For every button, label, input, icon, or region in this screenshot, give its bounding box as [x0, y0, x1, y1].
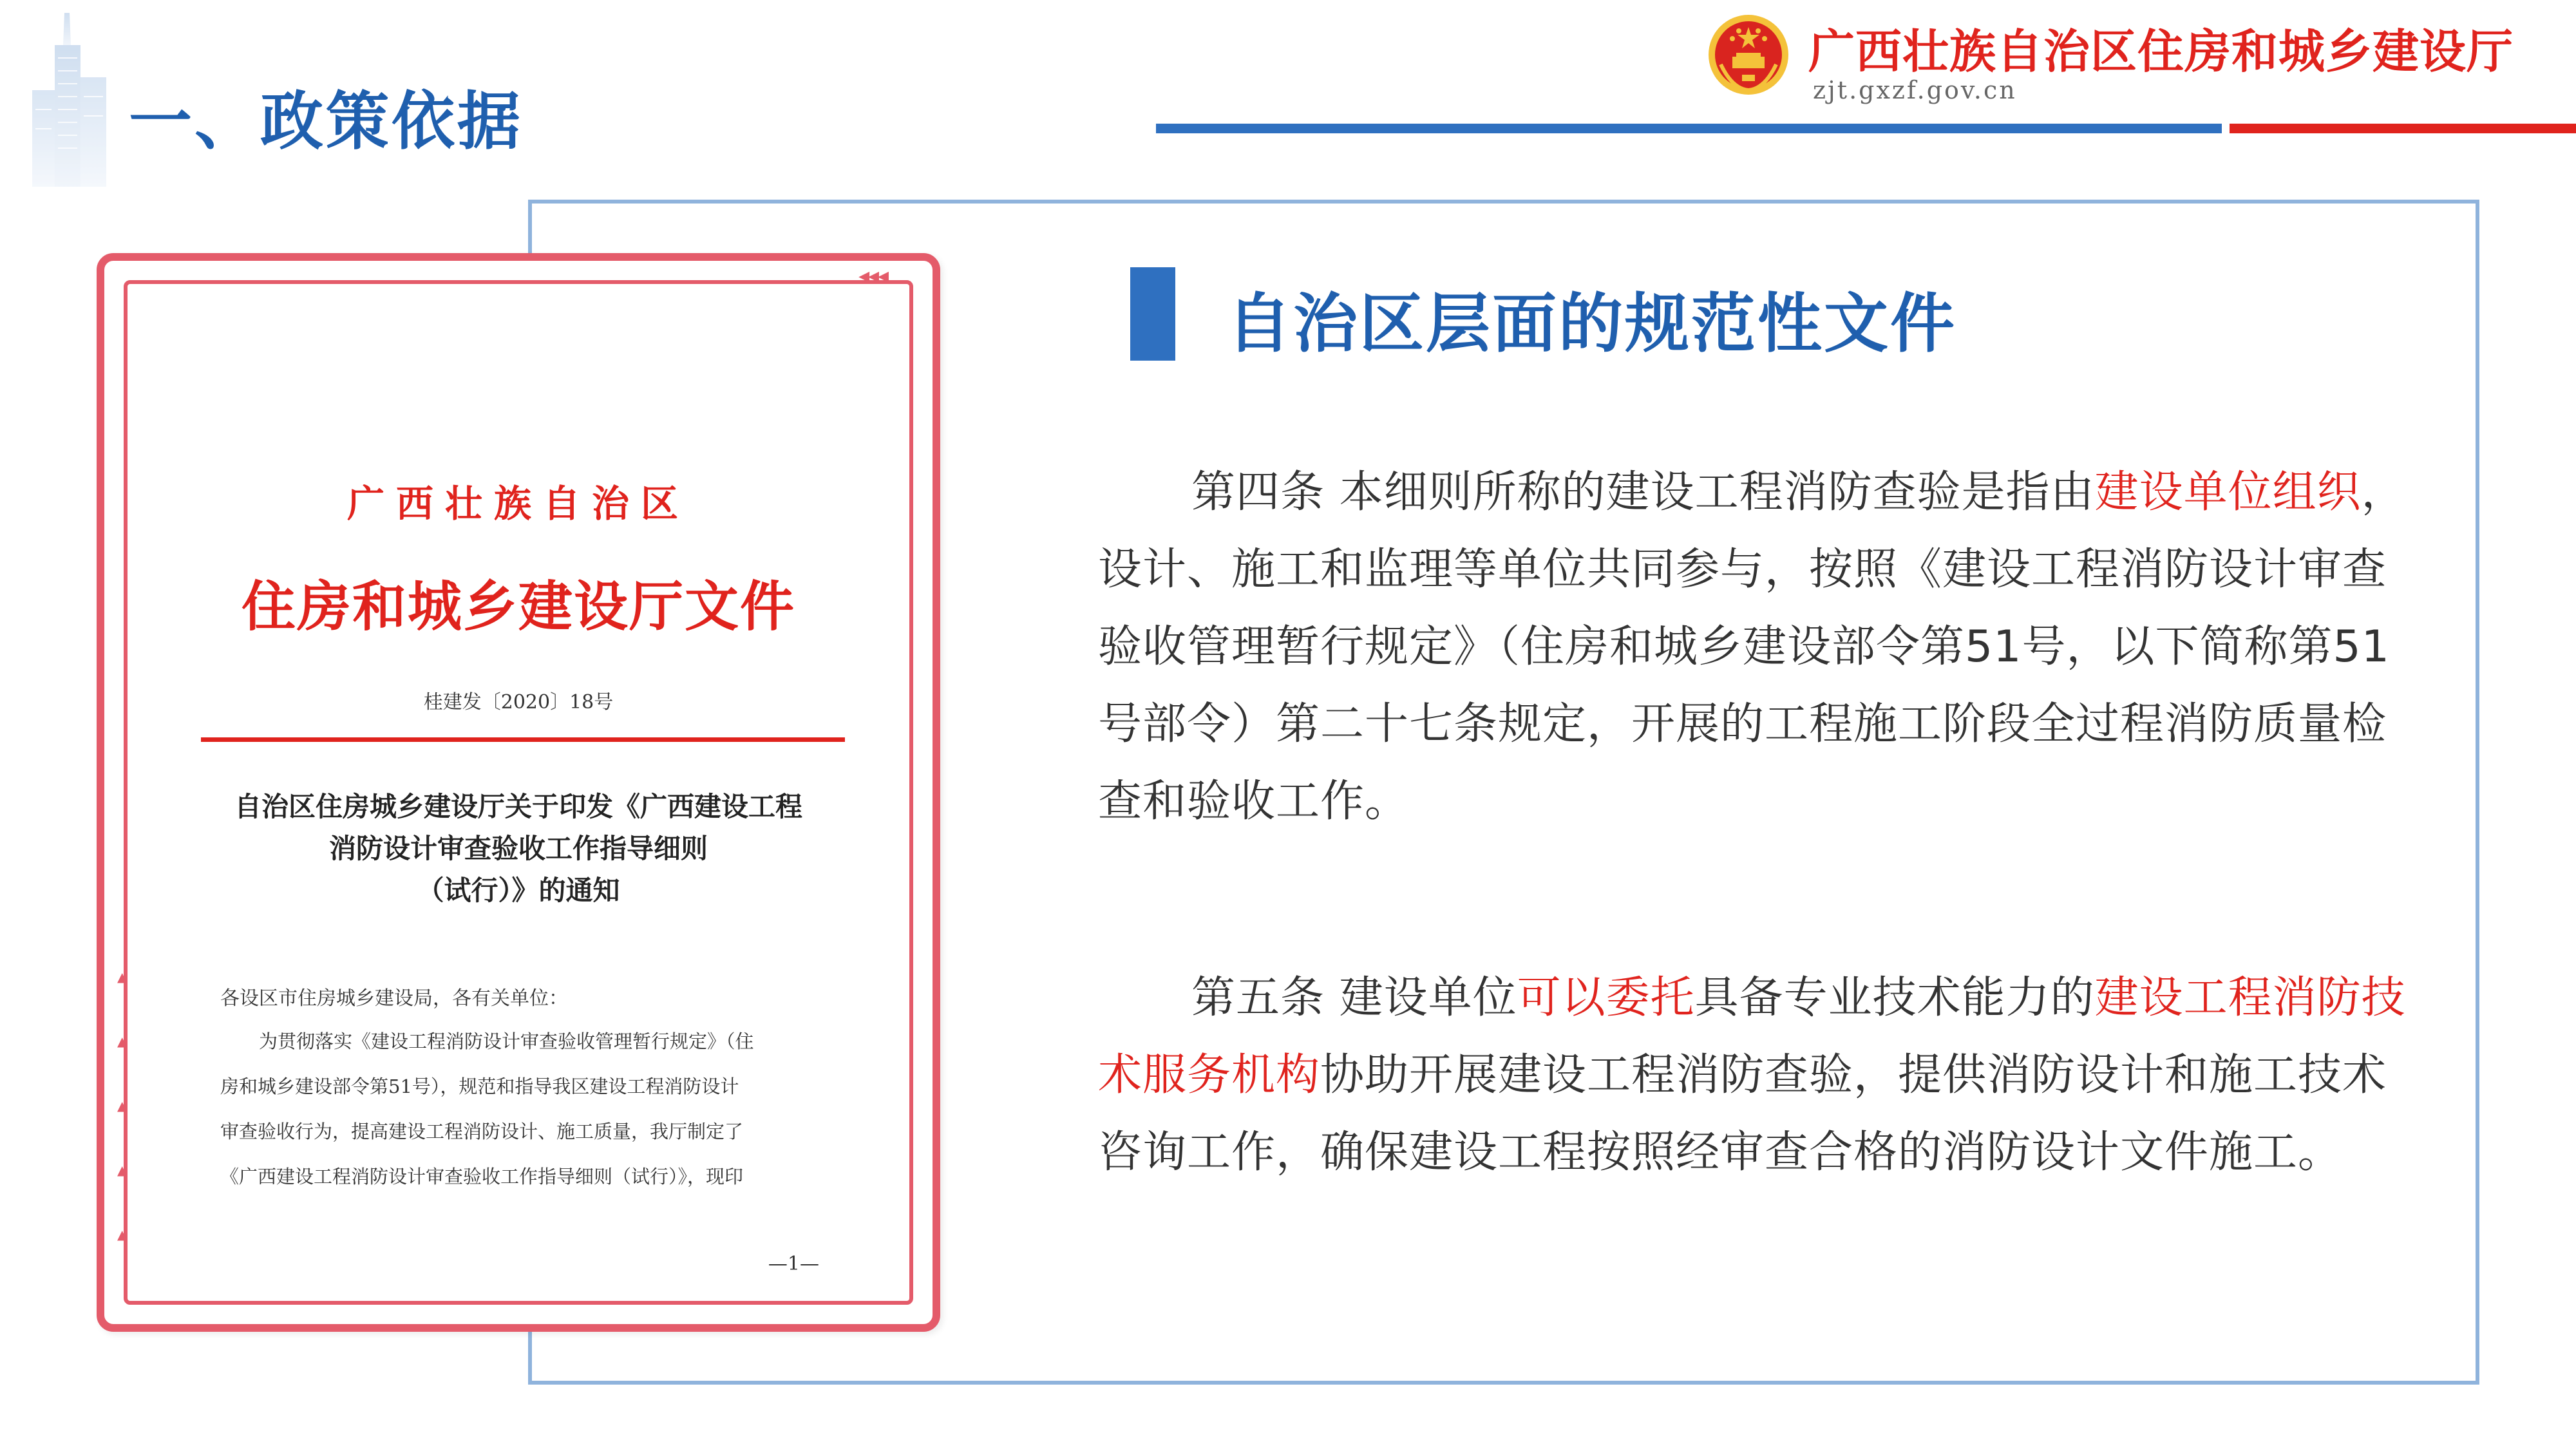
binding-mark-icon: ▲ [117, 1162, 128, 1178]
document-body-line: 审查验收行为，提高建设工程消防设计、施工质量，我厅制定了 [220, 1121, 744, 1142]
slide-title: 一、政策依据 [129, 85, 524, 158]
binding-mark-icon: ▲ [117, 1034, 128, 1049]
section-marker-bar [1130, 267, 1175, 361]
header-divider-red [2230, 124, 2576, 133]
document-title-line: （试行）》的通知 [417, 875, 620, 906]
national-emblem-icon [1707, 13, 1790, 97]
document-title-line: 自治区住房城乡建设厅关于印发《广西建设工程 [234, 791, 802, 822]
highlight-text: 建设工程消防技术服务机构 [1098, 972, 2406, 1101]
paragraph-text: 第四条 本细则所称的建设工程消防查验是指由 [1191, 467, 2095, 518]
highlight-text: 可以委托 [1517, 972, 1695, 1023]
org-url: zjt.gxzf.gov.cn [1813, 76, 2017, 104]
paragraph-text: 协助开展建设工程消防查验，提供消防设计和施工技术咨询工作，确保建设工程按照经审查合格的消防设计文件施工。 [1098, 1050, 2387, 1178]
document-page-number: —1— [768, 1253, 819, 1275]
binding-mark-icon: ▲ [117, 969, 128, 985]
binding-mark-icon: ▲ [117, 1098, 128, 1113]
document-body-line: 《广西建设工程消防设计审查验收工作指导细则（试行）》，现印 [220, 1166, 744, 1188]
document-body-line: 房和城乡建设部令第51号），规范和指导我区建设工程消防设计 [220, 1075, 739, 1097]
paragraph-text: ，设计、施工和监理等单位共同参与，按照《建设工程消防设计审查验收管理暂行规定》（住房和城乡建设部令第51号，以下简称第51号部令）第二十七条规定，开展的工程施工阶段全过程消防质量检查和验收工作。 [1098, 467, 2406, 827]
document-title-line: 消防设计审查验收工作指导细则 [328, 833, 708, 864]
document-region: 广西壮族自治区 [346, 482, 690, 526]
document-image [97, 253, 940, 1332]
article-4-paragraph [1098, 454, 2418, 840]
section-heading: 自治区层面的规范性文件 [1227, 286, 1956, 361]
document-body-line: 为贯彻落实《建设工程消防设计审查验收管理暂行规定》（住 [259, 1030, 754, 1052]
document-dept: 住房和城乡建设厅文件 [241, 574, 795, 638]
document-corner-arrows-icon: ◀◀◀ [858, 269, 887, 285]
article-5-paragraph [1098, 960, 2418, 1191]
paragraph-text: 具备专业技术能力的 [1694, 972, 2095, 1023]
document-salutation: 各设区市住房城乡建设局，各有关单位： [220, 987, 568, 1010]
highlight-text: 建设单位组织 [2094, 467, 2362, 518]
header-divider-blue [1156, 124, 2222, 133]
document-red-rule [201, 737, 845, 742]
binding-mark-icon: ▲ [117, 1227, 128, 1242]
org-name: 广西壮族自治区住房和城乡建设厅 [1808, 24, 2514, 79]
building-watermark-icon [19, 6, 122, 200]
paragraph-text: 第五条 建设单位 [1191, 972, 1517, 1023]
document-number: 桂建发〔2020〕18号 [423, 691, 614, 714]
